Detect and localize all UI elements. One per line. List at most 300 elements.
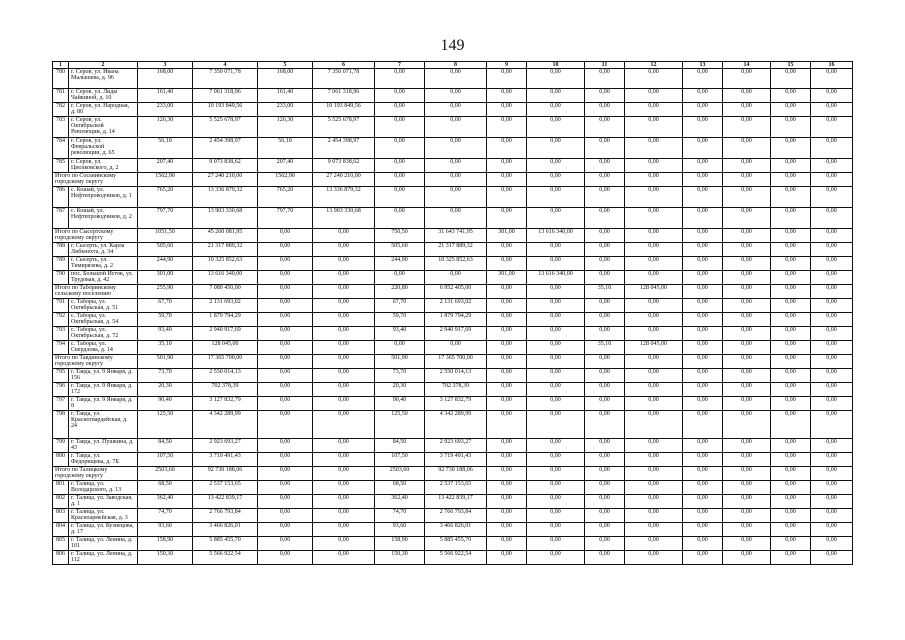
value-cell: 0,00 <box>683 159 723 173</box>
value-cell: 0,00 <box>771 439 811 453</box>
value-cell: 0,00 <box>683 299 723 313</box>
row-number: 788 <box>53 243 69 257</box>
value-cell: 2503,60 <box>138 467 193 481</box>
value-cell: 207,40 <box>138 159 193 173</box>
value-cell: 0,00 <box>425 341 487 355</box>
address-cell: г. Талица, ул. Кузнецова, д. 17 <box>69 523 138 537</box>
value-cell: 158,90 <box>375 537 425 551</box>
value-cell: 0,00 <box>625 495 683 509</box>
value-cell: 0,00 <box>313 313 375 327</box>
address-cell: г. Тавда, ул. Федорищева, д. 7Б <box>69 453 138 467</box>
value-cell: 0,00 <box>723 537 771 551</box>
total-label: Итого по Таборинскому сельскому поселению <box>53 285 138 299</box>
value-cell: 0,00 <box>811 187 853 208</box>
value-cell: 0,00 <box>723 187 771 208</box>
value-cell: 2 454 398,97 <box>193 138 258 159</box>
row-number: 804 <box>53 523 69 537</box>
value-cell: 35,10 <box>585 341 625 355</box>
value-cell: 362,40 <box>138 495 193 509</box>
value-cell: 0,00 <box>771 537 811 551</box>
address-cell: г. Талица, ул. Володарского, д. 13 <box>69 481 138 495</box>
total-row <box>53 467 853 481</box>
value-cell: 0,00 <box>683 313 723 327</box>
value-cell: 0,00 <box>487 285 527 299</box>
value-cell: 0,00 <box>625 383 683 397</box>
value-cell: 0,00 <box>313 257 375 271</box>
value-cell: 158,90 <box>138 537 193 551</box>
row-number: 791 <box>53 299 69 313</box>
value-cell: 765,20 <box>258 187 313 208</box>
row-number: 803 <box>53 509 69 523</box>
value-cell: 0,00 <box>527 355 585 369</box>
value-cell: 1 879 794,29 <box>425 313 487 327</box>
value-cell: 68,50 <box>375 481 425 495</box>
value-cell: 0,00 <box>723 481 771 495</box>
value-cell: 0,00 <box>811 327 853 341</box>
value-cell: 0,00 <box>585 537 625 551</box>
value-cell: 0,00 <box>585 159 625 173</box>
value-cell: 13 903 330,68 <box>193 208 258 229</box>
value-cell: 0,00 <box>258 271 313 285</box>
total-label: Итого по Сосьвинскому городскому округу <box>53 173 138 187</box>
value-cell: 0,00 <box>771 229 811 243</box>
value-cell: 0,00 <box>683 327 723 341</box>
value-cell: 0,00 <box>585 467 625 481</box>
value-cell: 0,00 <box>625 327 683 341</box>
value-cell: 0,00 <box>487 117 527 138</box>
value-cell: 0,00 <box>771 551 811 565</box>
value-cell: 0,00 <box>487 243 527 257</box>
value-cell: 0,00 <box>625 271 683 285</box>
value-cell: 0,00 <box>585 523 625 537</box>
value-cell: 702 378,39 <box>425 383 487 397</box>
value-cell: 56,10 <box>138 138 193 159</box>
value-cell: 0,00 <box>683 523 723 537</box>
value-cell: 0,00 <box>625 481 683 495</box>
value-cell: 0,00 <box>425 103 487 117</box>
value-cell: 7 061 318,96 <box>193 89 258 103</box>
value-cell: 0,00 <box>313 551 375 565</box>
value-cell: 45 260 081,95 <box>193 229 258 243</box>
value-cell: 0,00 <box>313 355 375 369</box>
address-cell: с. Кошай, ул. Нефтепроводчиков, д. 2 <box>69 208 138 229</box>
value-cell: 0,00 <box>771 271 811 285</box>
column-number-cell: 3 <box>138 62 193 69</box>
value-cell: 0,00 <box>811 299 853 313</box>
value-cell: 73,70 <box>375 369 425 383</box>
value-cell: 0,00 <box>811 467 853 481</box>
value-cell: 0,00 <box>683 369 723 383</box>
value-cell: 0,00 <box>585 411 625 439</box>
address-cell: г. Сысерть, ул. Карла Либкнехта, д. 34 <box>69 243 138 257</box>
value-cell: 1562,90 <box>258 173 313 187</box>
value-cell: 0,00 <box>585 397 625 411</box>
value-cell: 31 643 741,95 <box>425 229 487 243</box>
value-cell: 0,00 <box>585 369 625 383</box>
value-cell: 9 073 838,62 <box>313 159 375 173</box>
value-cell: 5 566 922,54 <box>425 551 487 565</box>
value-cell: 0,00 <box>313 411 375 439</box>
row-number: 785 <box>53 159 69 173</box>
value-cell: 0,00 <box>258 509 313 523</box>
value-cell: 2 454 398,97 <box>313 138 375 159</box>
value-cell: 0,00 <box>487 453 527 467</box>
table-row <box>53 159 853 173</box>
value-cell: 0,00 <box>527 208 585 229</box>
row-number: 780 <box>53 69 69 89</box>
value-cell: 0,00 <box>585 383 625 397</box>
row-number: 796 <box>53 383 69 397</box>
value-cell: 0,00 <box>625 355 683 369</box>
column-number-cell: 12 <box>625 62 683 69</box>
column-number-cell: 6 <box>313 62 375 69</box>
table-row <box>53 138 853 159</box>
value-cell: 0,00 <box>425 117 487 138</box>
value-cell: 27 240 210,00 <box>193 173 258 187</box>
column-number-cell: 2 <box>69 62 138 69</box>
value-cell: 1051,50 <box>138 229 193 243</box>
value-cell: 5 525 678,97 <box>313 117 375 138</box>
value-cell: 0,00 <box>683 481 723 495</box>
value-cell: 150,30 <box>375 551 425 565</box>
row-number: 793 <box>53 327 69 341</box>
value-cell: 0,00 <box>527 369 585 383</box>
value-cell: 0,00 <box>625 313 683 327</box>
value-cell: 0,00 <box>487 439 527 453</box>
value-cell: 3 466 826,01 <box>193 523 258 537</box>
value-cell: 0,00 <box>527 495 585 509</box>
value-cell: 0,00 <box>771 299 811 313</box>
address-cell: г. Тавда, ул. Пушкина, д. 43 <box>69 439 138 453</box>
value-cell: 0,00 <box>811 397 853 411</box>
value-cell: 0,00 <box>313 327 375 341</box>
value-cell: 0,00 <box>811 369 853 383</box>
value-cell: 2 766 793,84 <box>425 509 487 523</box>
value-cell: 233,00 <box>258 103 313 117</box>
value-cell: 0,00 <box>375 271 425 285</box>
value-cell: 0,00 <box>487 537 527 551</box>
value-cell: 2 131 693,02 <box>425 299 487 313</box>
value-cell: 0,00 <box>625 103 683 117</box>
value-cell: 74,70 <box>138 509 193 523</box>
value-cell: 0,00 <box>811 89 853 103</box>
total-row <box>53 229 853 243</box>
value-cell: 0,00 <box>585 551 625 565</box>
value-cell: 0,00 <box>811 243 853 257</box>
value-cell: 27 240 210,00 <box>313 173 375 187</box>
value-cell: 0,00 <box>375 159 425 173</box>
total-label: Итого по Тавдинскому городскому округу <box>53 355 138 369</box>
total-row <box>53 285 853 299</box>
value-cell: 0,00 <box>723 397 771 411</box>
value-cell: 0,00 <box>527 453 585 467</box>
value-cell: 7 080 450,00 <box>193 285 258 299</box>
value-cell: 0,00 <box>527 285 585 299</box>
value-cell: 0,00 <box>258 453 313 467</box>
value-cell: 2 537 153,65 <box>193 481 258 495</box>
value-cell: 13 336 879,32 <box>313 187 375 208</box>
value-cell: 0,00 <box>811 453 853 467</box>
value-cell: 0,00 <box>527 138 585 159</box>
value-cell: 0,00 <box>487 103 527 117</box>
value-cell: 0,00 <box>811 537 853 551</box>
row-number: 805 <box>53 537 69 551</box>
value-cell: 0,00 <box>811 481 853 495</box>
value-cell: 0,00 <box>425 89 487 103</box>
value-cell: 0,00 <box>313 495 375 509</box>
value-cell: 0,00 <box>585 495 625 509</box>
value-cell: 0,00 <box>625 187 683 208</box>
address-cell: с. Таборы, ул. Октябрьская, д. 54 <box>69 313 138 327</box>
value-cell: 0,00 <box>683 285 723 299</box>
value-cell: 0,00 <box>313 341 375 355</box>
value-cell: 0,00 <box>771 481 811 495</box>
table-row <box>53 271 853 285</box>
value-cell: 0,00 <box>811 285 853 299</box>
value-cell: 0,00 <box>771 187 811 208</box>
value-cell: 0,00 <box>625 257 683 271</box>
value-cell: 0,00 <box>771 397 811 411</box>
total-row <box>53 355 853 369</box>
value-cell: 0,00 <box>811 439 853 453</box>
table-row <box>53 299 853 313</box>
value-cell: 0,00 <box>625 208 683 229</box>
value-cell: 7 350 071,78 <box>193 69 258 89</box>
value-cell: 0,00 <box>313 369 375 383</box>
column-number-cell: 7 <box>375 62 425 69</box>
value-cell: 0,00 <box>375 208 425 229</box>
value-cell: 0,00 <box>625 69 683 89</box>
row-number: 801 <box>53 481 69 495</box>
table-row <box>53 411 853 439</box>
table-row <box>53 243 853 257</box>
value-cell: 0,00 <box>487 187 527 208</box>
value-cell: 0,00 <box>585 117 625 138</box>
value-cell: 0,00 <box>683 397 723 411</box>
value-cell: 0,00 <box>625 453 683 467</box>
value-cell: 3 127 832,79 <box>425 397 487 411</box>
value-cell: 35,10 <box>585 285 625 299</box>
value-cell: 0,00 <box>771 69 811 89</box>
value-cell: 128 045,00 <box>625 285 683 299</box>
value-cell: 13 616 340,00 <box>193 271 258 285</box>
value-cell: 0,00 <box>723 551 771 565</box>
table-row <box>53 523 853 537</box>
column-number-cell: 15 <box>771 62 811 69</box>
value-cell: 0,00 <box>375 173 425 187</box>
value-cell: 0,00 <box>258 355 313 369</box>
value-cell: 0,00 <box>313 299 375 313</box>
value-cell: 150,30 <box>138 551 193 565</box>
value-cell: 92 730 188,06 <box>425 467 487 481</box>
value-cell: 0,00 <box>487 299 527 313</box>
value-cell: 93,40 <box>138 327 193 341</box>
value-cell: 0,00 <box>683 467 723 481</box>
value-cell: 0,00 <box>771 411 811 439</box>
value-cell: 2503,60 <box>375 467 425 481</box>
value-cell: 0,00 <box>258 537 313 551</box>
address-cell: г. Серов, ул. Октябрьской Революции, д. 14 <box>69 117 138 138</box>
value-cell: 0,00 <box>723 369 771 383</box>
value-cell: 0,00 <box>723 159 771 173</box>
table-row <box>53 187 853 208</box>
value-cell: 0,00 <box>258 551 313 565</box>
value-cell: 107,50 <box>375 453 425 467</box>
value-cell: 0,00 <box>375 187 425 208</box>
value-cell: 0,00 <box>487 327 527 341</box>
value-cell: 0,00 <box>258 523 313 537</box>
address-cell: пос. Большой Исток, ул. Трудовая, д. 42 <box>69 271 138 285</box>
value-cell: 125,50 <box>375 411 425 439</box>
value-cell: 0,00 <box>258 397 313 411</box>
value-cell: 0,00 <box>811 103 853 117</box>
value-cell: 0,00 <box>771 208 811 229</box>
value-cell: 0,00 <box>258 341 313 355</box>
value-cell: 0,00 <box>375 69 425 89</box>
row-number: 784 <box>53 138 69 159</box>
table-row <box>53 341 853 355</box>
value-cell: 0,00 <box>487 467 527 481</box>
value-cell: 0,00 <box>683 537 723 551</box>
value-cell: 0,00 <box>811 208 853 229</box>
value-cell: 0,00 <box>527 467 585 481</box>
value-cell: 21 317 889,32 <box>425 243 487 257</box>
value-cell: 0,00 <box>585 243 625 257</box>
value-cell: 750,50 <box>375 229 425 243</box>
value-cell: 0,00 <box>487 523 527 537</box>
value-cell: 0,00 <box>487 159 527 173</box>
value-cell: 0,00 <box>585 173 625 187</box>
value-cell: 0,00 <box>258 369 313 383</box>
value-cell: 0,00 <box>487 69 527 89</box>
address-cell: г. Талица, ул. Ленина, д. 112 <box>69 551 138 565</box>
value-cell: 0,00 <box>683 103 723 117</box>
value-cell: 0,00 <box>313 243 375 257</box>
value-cell: 0,00 <box>585 103 625 117</box>
value-cell: 0,00 <box>723 243 771 257</box>
value-cell: 2 940 917,69 <box>425 327 487 341</box>
total-label: Итого по Талицкому городскому округу <box>53 467 138 481</box>
value-cell: 0,00 <box>527 299 585 313</box>
value-cell: 0,00 <box>585 89 625 103</box>
value-cell: 0,00 <box>723 439 771 453</box>
value-cell: 0,00 <box>683 89 723 103</box>
value-cell: 0,00 <box>313 439 375 453</box>
value-cell: 0,00 <box>258 467 313 481</box>
value-cell: 7 350 071,78 <box>313 69 375 89</box>
table-row <box>53 369 853 383</box>
value-cell: 0,00 <box>527 187 585 208</box>
value-cell: 0,00 <box>683 138 723 159</box>
value-cell: 0,00 <box>811 69 853 89</box>
value-cell: 0,00 <box>723 299 771 313</box>
value-cell: 0,00 <box>683 509 723 523</box>
value-cell: 0,00 <box>771 341 811 355</box>
value-cell: 0,00 <box>527 439 585 453</box>
value-cell: 10 193 849,56 <box>313 103 375 117</box>
value-cell: 90,40 <box>138 397 193 411</box>
row-number: 806 <box>53 551 69 565</box>
row-number: 783 <box>53 117 69 138</box>
value-cell: 0,00 <box>811 495 853 509</box>
value-cell: 0,00 <box>313 383 375 397</box>
value-cell: 0,00 <box>313 509 375 523</box>
value-cell: 20,30 <box>375 383 425 397</box>
value-cell: 0,00 <box>771 495 811 509</box>
row-number: 800 <box>53 453 69 467</box>
value-cell: 797,70 <box>138 208 193 229</box>
value-cell: 3 127 832,79 <box>193 397 258 411</box>
value-cell: 0,00 <box>313 537 375 551</box>
value-cell: 0,00 <box>771 327 811 341</box>
value-cell: 0,00 <box>811 173 853 187</box>
row-number: 781 <box>53 89 69 103</box>
address-cell: г. Серов, ул. Февральской революции, д. 65 <box>69 138 138 159</box>
value-cell: 0,00 <box>811 313 853 327</box>
value-cell: 0,00 <box>585 257 625 271</box>
row-number: 787 <box>53 208 69 229</box>
value-cell: 107,50 <box>138 453 193 467</box>
value-cell: 0,00 <box>313 229 375 243</box>
value-cell: 13 903 330,68 <box>313 208 375 229</box>
value-cell: 161,40 <box>258 89 313 103</box>
value-cell: 0,00 <box>313 453 375 467</box>
value-cell: 0,00 <box>258 257 313 271</box>
value-cell: 17 365 700,00 <box>193 355 258 369</box>
value-cell: 13 616 340,00 <box>527 229 585 243</box>
address-cell: с. Таборы, ул. Октябрьская, д. 72 <box>69 327 138 341</box>
value-cell: 0,00 <box>527 509 585 523</box>
value-cell: 0,00 <box>425 187 487 208</box>
value-cell: 0,00 <box>585 229 625 243</box>
value-cell: 0,00 <box>771 117 811 138</box>
value-cell: 0,00 <box>771 89 811 103</box>
value-cell: 0,00 <box>375 89 425 103</box>
value-cell: 0,00 <box>811 159 853 173</box>
value-cell: 0,00 <box>683 341 723 355</box>
value-cell: 0,00 <box>811 523 853 537</box>
value-cell: 125,50 <box>138 411 193 439</box>
value-cell: 0,00 <box>771 453 811 467</box>
value-cell: 0,00 <box>683 355 723 369</box>
value-cell: 0,00 <box>527 117 585 138</box>
value-cell: 0,00 <box>771 103 811 117</box>
value-cell: 0,00 <box>771 173 811 187</box>
value-cell: 765,20 <box>138 187 193 208</box>
value-cell: 0,00 <box>683 117 723 138</box>
value-cell: 0,00 <box>723 229 771 243</box>
row-number: 786 <box>53 187 69 208</box>
value-cell: 0,00 <box>683 187 723 208</box>
row-number: 799 <box>53 439 69 453</box>
value-cell: 128 045,00 <box>625 341 683 355</box>
value-cell: 20,30 <box>138 383 193 397</box>
value-cell: 0,00 <box>625 369 683 383</box>
value-cell: 0,00 <box>723 257 771 271</box>
row-number: 794 <box>53 341 69 355</box>
value-cell: 90,40 <box>375 397 425 411</box>
value-cell: 0,00 <box>683 208 723 229</box>
value-cell: 2 766 793,84 <box>193 509 258 523</box>
table-row <box>53 313 853 327</box>
column-number-cell: 1 <box>53 62 69 69</box>
value-cell: 0,00 <box>585 439 625 453</box>
value-cell: 505,60 <box>138 243 193 257</box>
value-cell: 0,00 <box>527 523 585 537</box>
value-cell: 2 923 693,27 <box>193 439 258 453</box>
value-cell: 0,00 <box>585 271 625 285</box>
column-number-cell: 16 <box>811 62 853 69</box>
